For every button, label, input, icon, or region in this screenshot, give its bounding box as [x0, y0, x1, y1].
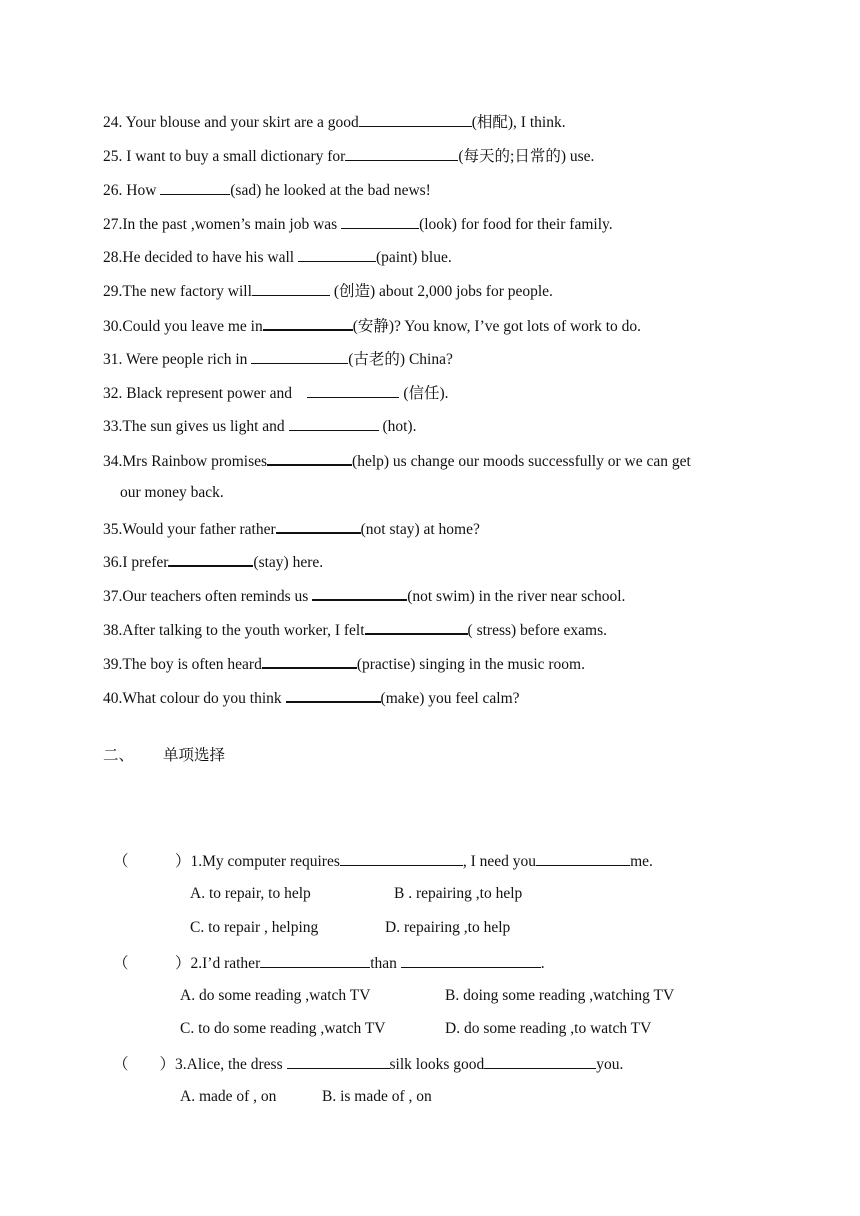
mc1-option-d[interactable]: D. repairing ,to help [385, 919, 511, 936]
answer-blank[interactable] [401, 952, 541, 968]
answer-blank[interactable] [359, 111, 472, 127]
answer-blank[interactable] [340, 850, 463, 866]
question-38: 38.After talking to the youth worker, I felt ( stress) before exams. [103, 618, 607, 641]
answer-paren[interactable]: （ ） [113, 955, 191, 972]
answer-blank[interactable] [307, 382, 399, 398]
answer-blank[interactable] [276, 517, 361, 534]
answer-blank[interactable] [289, 415, 379, 431]
question-31: 31. Were people rich in (古老的) China? [103, 348, 453, 370]
answer-blank[interactable] [168, 550, 253, 567]
answer-blank[interactable] [267, 449, 352, 466]
mc2-option-a[interactable]: A. do some reading ,watch TV [180, 987, 371, 1004]
answer-paren[interactable]: （ ） [113, 853, 191, 870]
answer-blank[interactable] [365, 618, 468, 635]
mc1-option-b[interactable]: B . repairing ,to help [394, 885, 523, 902]
mc3-option-b[interactable]: B. is made of , on [322, 1088, 432, 1105]
question-32: 32. Black represent power and (信任). [103, 382, 449, 404]
mc-question-1: （ ）1.My computer requires , I need you me. [113, 850, 653, 872]
answer-blank[interactable] [251, 348, 348, 364]
question-25: 25. I want to buy a small dictionary for (每天的;日常的) use. [103, 145, 594, 167]
question-33: 33.The sun gives us light and (hot). [103, 415, 416, 437]
answer-blank[interactable] [312, 584, 407, 601]
answer-blank[interactable] [252, 280, 330, 296]
question-34: 34.Mrs Rainbow promises (help) us change our moods successfully or we can get [103, 449, 691, 472]
section-title: 单项选择 [163, 747, 226, 764]
question-37: 37.Our teachers often reminds us (not swim) in the river near school. [103, 584, 625, 607]
mc2-option-c[interactable]: C. to do some reading ,watch TV [180, 1020, 386, 1037]
answer-blank[interactable] [345, 145, 458, 161]
question-35: 35.Would your father rather (not stay) at home? [103, 517, 480, 540]
question-27: 27.In the past ,women’s main job was (look) for food for their family. [103, 213, 613, 235]
question-36: 36.I prefer (stay) here. [103, 550, 323, 573]
answer-blank[interactable] [263, 314, 353, 331]
question-34-continued: our money back. [120, 484, 224, 501]
answer-blank[interactable] [536, 850, 630, 866]
question-29: 29.The new factory will (创造) about 2,000 jobs for people. [103, 280, 553, 302]
answer-blank[interactable] [341, 213, 419, 229]
answer-blank[interactable] [160, 179, 230, 195]
mc1-option-c[interactable]: C. to repair , helping [190, 919, 319, 936]
question-39: 39.The boy is often heard (practise) singing in the music room. [103, 652, 585, 675]
question-26: 26. How (sad) he looked at the bad news! [103, 179, 431, 201]
answer-blank[interactable] [286, 686, 381, 703]
answer-blank[interactable] [287, 1053, 390, 1069]
question-30: 30.Could you leave me in (安静)? You know, I’ve got lots of work to do. [103, 314, 641, 337]
answer-blank[interactable] [298, 246, 376, 262]
answer-blank[interactable] [262, 652, 357, 669]
question-28: 28.He decided to have his wall (paint) blue. [103, 246, 452, 268]
mc-question-3: （ ）3.Alice, the dress silk looks good you. [113, 1053, 623, 1075]
question-24: 24. Your blouse and your skirt are a good (相配), I think. [103, 111, 566, 133]
mc-question-2: （ ）2.I’d rather than . [113, 952, 545, 974]
answer-blank[interactable] [260, 952, 370, 968]
answer-paren[interactable]: （ ） [113, 1056, 176, 1073]
question-40: 40.What colour do you think (make) you feel calm? [103, 686, 520, 709]
answer-blank[interactable] [484, 1053, 596, 1069]
mc1-option-a[interactable]: A. to repair, to help [190, 885, 311, 902]
section-number: 二、 [103, 747, 135, 764]
mc2-option-b[interactable]: B. doing some reading ,watching TV [445, 987, 675, 1004]
mc2-option-d[interactable]: D. do some reading ,to watch TV [445, 1020, 652, 1037]
mc3-option-a[interactable]: A. made of , on [180, 1088, 277, 1105]
